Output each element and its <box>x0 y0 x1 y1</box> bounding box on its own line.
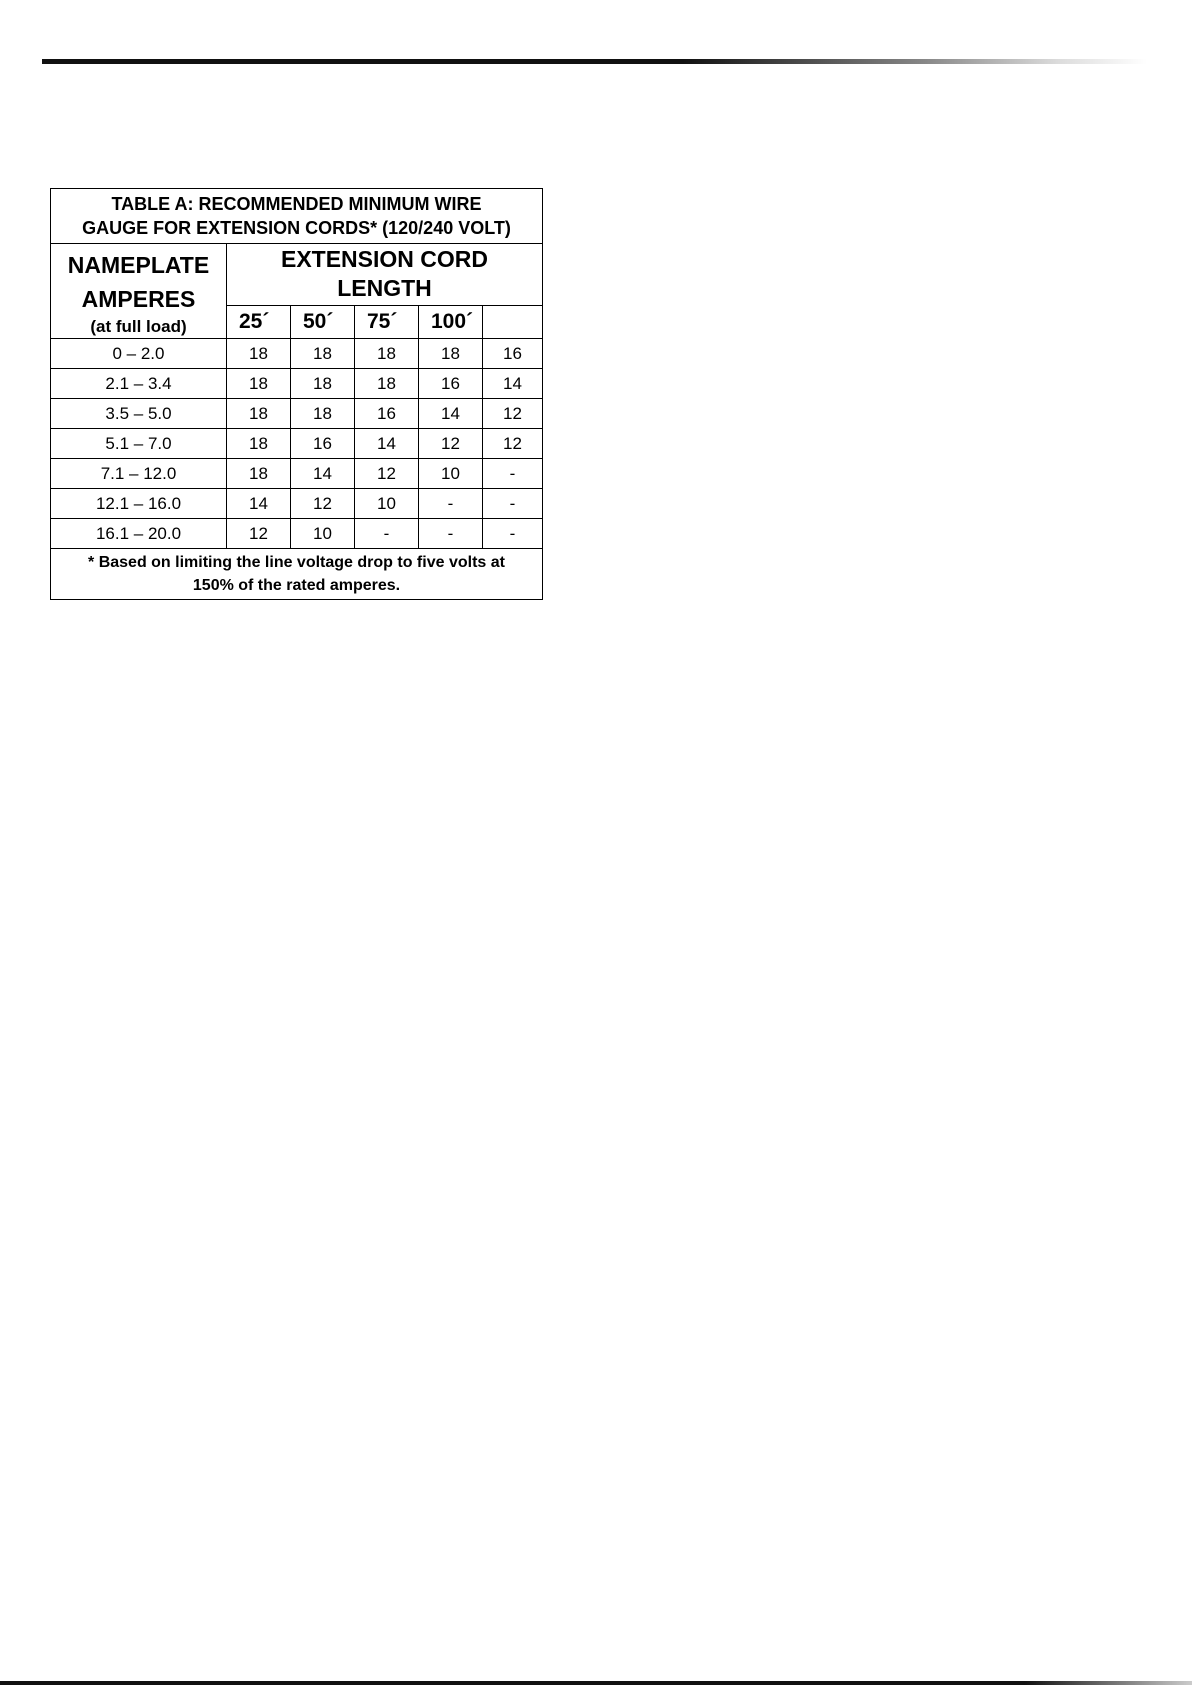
gauge-cell: 12 <box>291 489 355 519</box>
amperes-label: AMPERES <box>81 286 196 312</box>
amperes-cell: 5.1 – 7.0 <box>51 429 227 459</box>
gauge-cell: 18 <box>355 369 419 399</box>
gauge-cell: 14 <box>291 459 355 489</box>
footer-rule <box>0 1681 1192 1685</box>
table-row <box>51 429 543 459</box>
wire-gauge-table <box>50 188 543 600</box>
gauge-cell: - <box>483 489 543 519</box>
gauge-cell: - <box>483 459 543 489</box>
amperes-cell: 7.1 – 12.0 <box>51 459 227 489</box>
gauge-cell: - <box>419 519 483 549</box>
table-row <box>51 369 543 399</box>
gauge-cell: 18 <box>291 369 355 399</box>
amperes-cell: 3.5 – 5.0 <box>51 399 227 429</box>
length-75: 75´ <box>355 305 419 338</box>
gauge-cell: 18 <box>227 459 291 489</box>
footnote-line2: 150% of the rated amperes. <box>192 577 401 594</box>
length-blank <box>483 305 543 338</box>
gauge-cell: - <box>483 519 543 549</box>
header-rule <box>42 59 1147 64</box>
gauge-cell: 10 <box>291 519 355 549</box>
gauge-cell: 18 <box>227 399 291 429</box>
length-25: 25´ <box>227 305 291 338</box>
nameplate-header <box>51 244 227 339</box>
gauge-cell: 18 <box>419 339 483 369</box>
gauge-cell: 16 <box>419 369 483 399</box>
amperes-cell: 12.1 – 16.0 <box>51 489 227 519</box>
nameplate-label: NAMEPLATE <box>67 252 210 278</box>
gauge-cell: 12 <box>419 429 483 459</box>
amperes-cell: 16.1 – 20.0 <box>51 519 227 549</box>
table-title-line2: GAUGE FOR EXTENSION CORDS* (120/240 VOLT) <box>82 218 511 238</box>
length-100: 100´ <box>419 305 483 338</box>
gauge-cell: 18 <box>355 339 419 369</box>
gauge-cell: 18 <box>227 369 291 399</box>
full-load-label: (at full load) <box>90 317 187 336</box>
gauge-cell: - <box>419 489 483 519</box>
extension-cord-header <box>227 244 543 306</box>
gauge-cell: 16 <box>483 339 543 369</box>
gauge-cell: 12 <box>227 519 291 549</box>
gauge-cell: 16 <box>291 429 355 459</box>
gauge-cell: 12 <box>483 399 543 429</box>
table-title <box>51 189 543 244</box>
gauge-cell: 14 <box>355 429 419 459</box>
table-row <box>51 489 543 519</box>
extension-cord-label: EXTENSION CORD <box>280 246 489 273</box>
gauge-cell: 18 <box>227 339 291 369</box>
length-label: LENGTH <box>337 275 432 302</box>
table-row <box>51 399 543 429</box>
gauge-cell: 10 <box>419 459 483 489</box>
amperes-cell: 2.1 – 3.4 <box>51 369 227 399</box>
gauge-cell: 14 <box>483 369 543 399</box>
gauge-cell: 18 <box>227 429 291 459</box>
gauge-cell: 18 <box>291 399 355 429</box>
table-title-line1: TABLE A: RECOMMENDED MINIMUM WIRE <box>111 194 482 214</box>
gauge-cell: 14 <box>227 489 291 519</box>
gauge-cell: 14 <box>419 399 483 429</box>
length-50: 50´ <box>291 305 355 338</box>
footnote-line1: * Based on limiting the line voltage drop to five volts at <box>88 554 505 571</box>
table-row <box>51 339 543 369</box>
table-row <box>51 459 543 489</box>
table-row <box>51 519 543 549</box>
gauge-cell: - <box>355 519 419 549</box>
gauge-cell: 10 <box>355 489 419 519</box>
gauge-cell: 18 <box>291 339 355 369</box>
gauge-cell: 12 <box>355 459 419 489</box>
table-footnote <box>51 549 543 600</box>
gauge-cell: 16 <box>355 399 419 429</box>
amperes-cell: 0 – 2.0 <box>51 339 227 369</box>
gauge-cell: 12 <box>483 429 543 459</box>
